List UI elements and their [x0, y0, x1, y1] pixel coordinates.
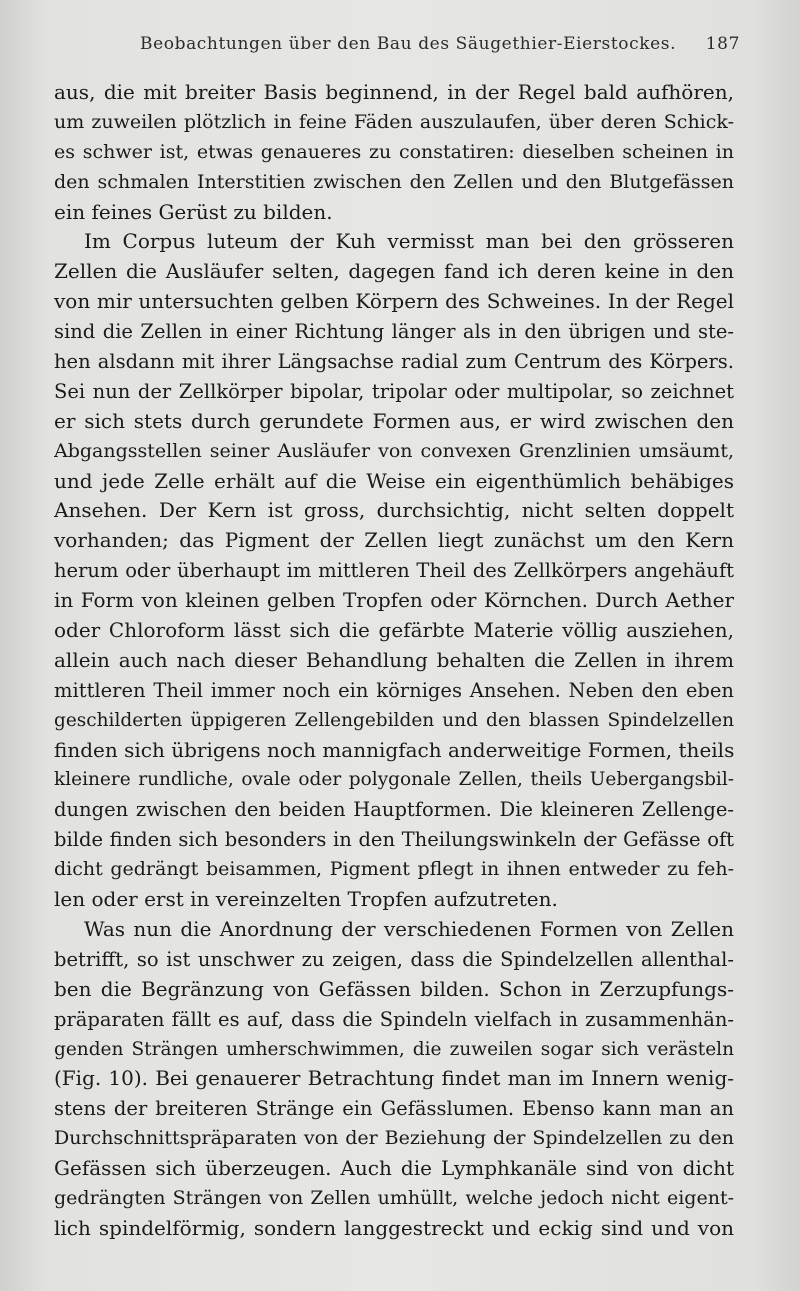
running-head [110, 34, 740, 60]
text-line: Gefässen sich überzeugen. Auch die Lymphkanäle sind von dicht [54, 1156, 734, 1181]
text-line: Durchschnittspräparaten von der Beziehung der Spindelzellen zu den [54, 1127, 734, 1150]
text-line: kleinere rundliche, ovale oder polygonale Zellen, theils Uebergangsbil- [54, 769, 734, 791]
text-line: aus, die mit breiter Basis beginnend, in der Regel bald aufhören, [54, 80, 734, 104]
text-line: len oder erst in vereinzelten Tropfen aufzutreten. [54, 887, 558, 912]
text-line: es schwer ist, etwas genaueres zu constatiren: dieselben scheinen in [54, 140, 734, 163]
text-line: präparaten fällt es auf, dass die Spindeln vielfach in zusammenhän- [54, 1007, 734, 1031]
text-line: den schmalen Interstitien zwischen den Zellen und den Blutgefässen [54, 170, 734, 193]
text-line: und jede Zelle erhält auf die Weise ein eigenthümlich behäbiges [54, 468, 734, 493]
text-line: Was nun die Anordnung der verschiedenen Formen von Zellen [84, 916, 734, 941]
text-line: mittleren Theil immer noch ein körniges Ansehen. Neben den eben [54, 678, 734, 702]
text-line: um zuweilen plötzlich in feine Fäden auszulaufen, über deren Schick- [54, 110, 734, 133]
text-line: dicht gedrängt beisammen, Pigment pflegt in ihnen entweder zu feh- [54, 858, 734, 881]
text-line: herum oder überhaupt im mittleren Theil des Zellkörpers angehäuft [54, 559, 734, 583]
text-line: Zellen die Ausläufer selten, dagegen fand ich deren keine in den [54, 259, 734, 284]
text-line: ben die Begränzung von Gefässen bilden. Schon in Zerzupfungs- [54, 976, 734, 1001]
text-line: finden sich übrigens noch mannigfach anderweitige Formen, theils [54, 737, 734, 762]
text-line: allein auch nach dieser Behandlung behalten die Zellen in ihrem [54, 647, 734, 672]
text-line: er sich stets durch gerundete Formen aus, er wird zwischen den [54, 408, 734, 433]
text-line: betrifft, so ist unschwer zu zeigen, dass die Spindelzellen allenthal- [54, 947, 734, 971]
text-line: Abgangsstellen seiner Ausläufer von convexen Grenzlinien umsäumt, [54, 439, 734, 462]
text-line: vorhanden; das Pigment der Zellen liegt zunächst um den Kern [54, 528, 734, 553]
text-line: Sei nun der Zellkörper bipolar, tripolar oder multipolar, so zeichnet [54, 379, 734, 403]
text-line: Ansehen. Der Kern ist gross, durchsichtig, nicht selten doppelt [54, 498, 734, 523]
body-text [54, 78, 734, 1244]
running-head-title: Beobachtungen über den Bau des Säugethier-Eierstockes. [140, 34, 677, 54]
text-line: stens der breiteren Stränge ein Gefässlumen. Ebenso kann man an [54, 1097, 734, 1121]
text-line: von mir untersuchten gelben Körpern des Schweines. In der Regel [54, 289, 734, 314]
text-line: oder Chloroform lässt sich die gefärbte Materie völlig ausziehen, [54, 618, 734, 643]
page-number: 187 [705, 34, 740, 54]
text-line: geschilderten üppigeren Zellengebilden und den blassen Spindelzellen [54, 709, 734, 731]
text-line: sind die Zellen in einer Richtung länger als in den übrigen und ste- [54, 320, 734, 344]
text-line: gedrängten Strängen von Zellen umhüllt, welche jedoch nicht eigent- [54, 1186, 734, 1209]
text-line: (Fig. 10). Bei genauerer Betrachtung findet man im Innern wenig- [54, 1066, 734, 1091]
text-line: dungen zwischen den beiden Hauptformen. Die kleineren Zellenge- [54, 798, 734, 822]
text-line: Im Corpus luteum der Kuh vermisst man bei den grösseren [84, 229, 734, 254]
text-line: hen alsdann mit ihrer Längsachse radial zum Centrum des Körpers. [54, 350, 734, 374]
text-line: ein feines Gerüst zu bilden. [54, 199, 333, 224]
text-line: bilde finden sich besonders in den Theilungswinkeln der Gefässe oft [54, 828, 734, 852]
text-line: in Form von kleinen gelben Tropfen oder Körnchen. Durch Aether [54, 588, 734, 613]
text-line: lich spindelförmig, sondern langgestreckt und eckig sind und von [54, 1215, 734, 1240]
text-line: genden Strängen umherschwimmen, die zuweilen sogar sich verästeln [54, 1038, 734, 1060]
